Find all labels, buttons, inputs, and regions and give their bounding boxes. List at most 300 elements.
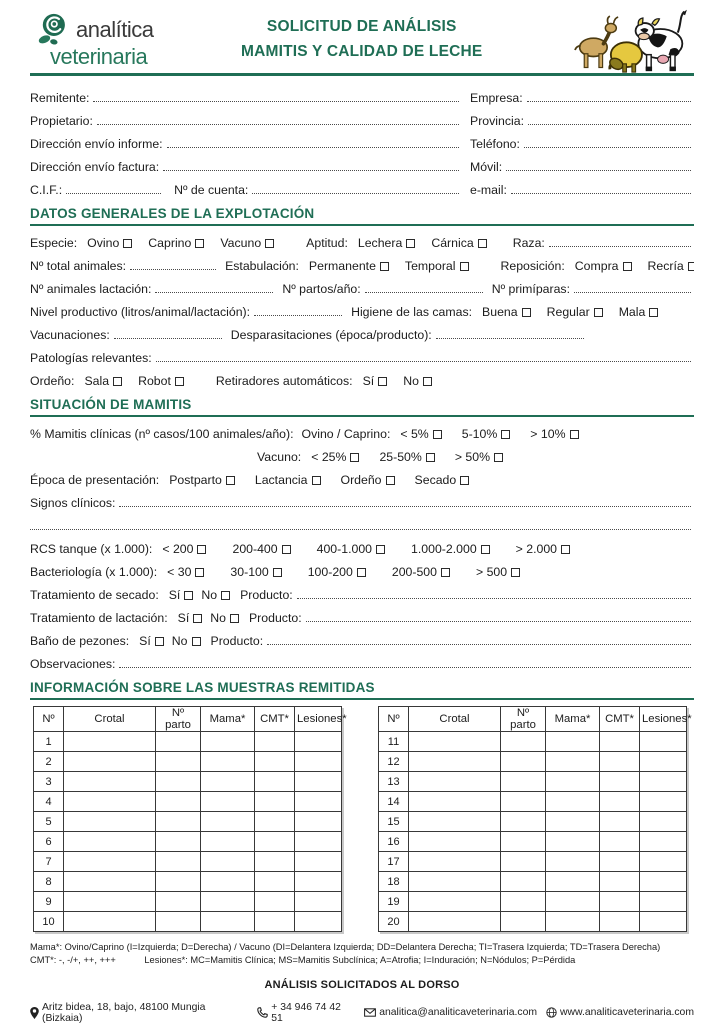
form-row [30,344,694,367]
cell-cmt[interactable] [255,832,295,852]
email-text[interactable]: analitica@analiticaveterinaria.com [379,1007,538,1019]
section-heading-muestras: INFORMACIÓN SOBRE LAS MUESTRAS REMITIDAS [30,680,694,700]
option-vacuno: Vacuno [220,236,274,252]
title-line2: MAMITIS Y CALIDAD DE LECHE [241,42,483,60]
field-label-desparasitaciones: Desparasitaciones (época/producto): [230,328,432,342]
checkbox-rcs-menor200[interactable] [197,545,206,554]
cell-cmt[interactable] [255,872,295,892]
option-rcs-1: < 200 [162,542,206,558]
cell-crotal[interactable] [64,872,156,892]
cell-crotal[interactable] [409,812,501,832]
location-pin-icon [30,1007,39,1019]
cell-mama[interactable] [546,872,600,892]
checkbox-rcs-200-400[interactable] [282,545,291,554]
cell-lesiones[interactable] [295,872,342,892]
section-heading-situacion-mamitis: SITUACIÓN DE MAMITIS [30,397,694,417]
field-label-direccion-informe: Dirección envío informe: [30,137,163,151]
sender-fields [30,84,694,199]
field-label-ordeno: Ordeño: [30,374,75,388]
cell-parto[interactable] [156,752,201,772]
write-in-line-movil[interactable] [506,169,691,171]
cell-lesiones[interactable] [640,892,687,912]
cell-lesiones[interactable] [295,812,342,832]
field-label-observaciones: Observaciones: [30,657,116,671]
cell-lesiones[interactable] [640,912,687,932]
row-number: 9 [34,892,64,912]
write-in-line-email[interactable] [511,192,691,194]
option-sala: Sala [84,374,122,390]
field-label-aptitud: Aptitud: [306,236,348,250]
write-in-line-raza[interactable] [549,245,691,247]
cell-crotal[interactable] [409,772,501,792]
cell-crotal[interactable] [64,912,156,932]
cell-parto[interactable] [156,792,201,812]
write-in-line-nivel-productivo[interactable] [254,314,342,316]
write-in-line-desparasitaciones[interactable] [436,337,584,339]
cell-lesiones[interactable] [295,832,342,852]
checkbox-bact-menor30[interactable] [195,568,204,577]
write-in-line-signos[interactable] [119,505,691,507]
write-in-line-producto-lactacion[interactable] [306,620,691,622]
cell-mama[interactable] [201,752,255,772]
cell-lesiones[interactable] [295,732,342,752]
cell-cmt[interactable] [600,752,640,772]
checkbox-especie-caprino[interactable] [195,239,204,248]
cell-cmt[interactable] [255,772,295,792]
cell-cmt[interactable] [255,732,295,752]
checkbox-oc-mayor10[interactable] [570,430,579,439]
col-header-crotal: Crotal [409,707,501,732]
form-row [30,153,694,176]
farm-animals-illustration [570,7,692,73]
address-item [30,1002,248,1024]
row-number: 5 [34,812,64,832]
col-header-cmt: CMT* [600,707,640,732]
option-lechera: Lechera [358,236,415,252]
option-bact-5: > 500 [476,565,520,581]
cell-crotal[interactable] [64,772,156,792]
cell-mama[interactable] [546,752,600,772]
cell-lesiones[interactable] [295,772,342,792]
cell-lesiones[interactable] [640,832,687,852]
checkbox-epoca-secado[interactable] [460,476,469,485]
checkbox-vacuno-25-50[interactable] [426,453,435,462]
field-label-especie: Especie: [30,236,78,250]
phone-icon [257,1007,268,1018]
row-number: 20 [379,912,409,932]
footnote-cmt: CMT*: -, -/+, ++, +++ [30,955,116,966]
option-mala: Mala [619,305,659,321]
cell-crotal[interactable] [64,832,156,852]
checkbox-aptitud-lechera[interactable] [406,239,415,248]
checkbox-bact-mayor500[interactable] [511,568,520,577]
checkbox-higiene-regular[interactable] [594,308,603,317]
cell-parto[interactable] [156,772,201,792]
col-header-lesiones: Lesiones* [640,707,687,732]
cell-mama[interactable] [201,892,255,912]
cell-parto[interactable] [501,812,546,832]
option-recria: Recría [648,259,694,275]
cell-cmt[interactable] [600,812,640,832]
checkbox-trat-secado-no[interactable] [221,591,230,600]
option-rcs-4: 1.000-2.000 [411,542,490,558]
cell-lesiones[interactable] [295,752,342,772]
row-number: 7 [34,852,64,872]
cell-crotal[interactable] [409,912,501,932]
cell-parto[interactable] [501,832,546,852]
checkbox-higiene-mala[interactable] [649,308,658,317]
cell-lesiones[interactable] [640,792,687,812]
leaf-swirl-logo-icon [36,12,70,48]
checkbox-epoca-ordeno[interactable] [386,476,395,485]
form-row [30,650,694,673]
cell-cmt[interactable] [600,872,640,892]
checkbox-vacuno-mayor50[interactable] [494,453,503,462]
cell-mama[interactable] [201,792,255,812]
field-label-higiene-camas: Higiene de las camas: [351,305,473,319]
cell-mama[interactable] [201,912,255,932]
cell-parto[interactable] [156,812,201,832]
field-label-nivel-productivo: Nivel productivo (litros/animal/lactación): [30,305,251,319]
cell-lesiones[interactable] [295,892,342,912]
brand-name-line1: analítica [76,16,154,42]
field-label-propietario: Propietario: [30,114,93,128]
cell-mama[interactable] [201,732,255,752]
field-label-trat-lactacion: Tratamiento de lactación: [30,611,168,625]
checkbox-bano-si[interactable] [155,637,164,646]
checkbox-bact-200-500[interactable] [441,568,450,577]
table-row [34,772,342,792]
field-label-cif: C.I.F.: [30,183,63,197]
row-number: 1 [34,732,64,752]
footnote-mama: Mama*: Ovino/Caprino (I=Izquierda; D=Derecha) / Vacuno (DI=Delantera Izquierda; DD=Delantera Derecha; TI=Trasera Izquierda; TD=Trasera Derecha) [30,942,661,952]
option-regular: Regular [547,305,603,321]
cell-mama[interactable] [546,792,600,812]
table-row [34,832,342,852]
field-label-reposicion: Reposición: [500,259,565,273]
cell-mama[interactable] [546,732,600,752]
cell-parto[interactable] [156,892,201,912]
cell-mama[interactable] [546,812,600,832]
write-in-line-vacunaciones[interactable] [114,337,222,339]
cell-lesiones[interactable] [640,852,687,872]
cell-lesiones[interactable] [295,912,342,932]
write-in-line-animales-lactacion[interactable] [155,291,273,293]
cell-crotal[interactable] [409,872,501,892]
option-oc-5-10: 5-10% [462,427,511,443]
checkbox-rcs-1000-2000[interactable] [481,545,490,554]
row-number: 13 [379,772,409,792]
cell-crotal[interactable] [409,892,501,912]
form-row [30,604,694,627]
page-header [30,8,694,76]
row-number: 4 [34,792,64,812]
form-row [30,275,694,298]
cell-crotal[interactable] [409,852,501,872]
cell-cmt[interactable] [255,852,295,872]
field-label-email: e-mail: [470,183,507,197]
cell-crotal[interactable] [64,812,156,832]
table-row [379,832,687,852]
field-label-direccion-factura: Dirección envío factura: [30,160,160,174]
write-in-line-producto-secado[interactable] [297,597,691,599]
option-robot: Robot [138,374,184,390]
checkbox-oc-menor5[interactable] [433,430,442,439]
form-row [30,252,694,275]
checkbox-ordeno-sala[interactable] [113,377,122,386]
cell-cmt[interactable] [255,792,295,812]
option-secado: Secado [415,473,470,489]
row-number: 18 [379,872,409,892]
field-label-rcs: RCS tanque (x 1.000): [30,542,153,556]
write-in-line-cuenta[interactable] [252,192,459,194]
option-secado-si: Sí [169,588,194,604]
form-row [30,367,694,390]
cell-mama[interactable] [546,832,600,852]
form-row [30,130,694,153]
option-bact-4: 200-500 [392,565,450,581]
field-label-signos: Signos clínicos: [30,496,116,510]
option-vac-lt25: < 25% [311,450,359,466]
option-vac-25-50: 25-50% [379,450,434,466]
cell-parto[interactable] [156,732,201,752]
field-label-mamitis-clinicas: % Mamitis clínicas (nº casos/100 animales/año): [30,427,294,441]
option-ordeno: Ordeño [341,473,395,489]
cell-cmt[interactable] [255,912,295,932]
cell-mama[interactable] [546,852,600,872]
write-in-line-observaciones[interactable] [119,666,691,668]
cell-mama[interactable] [201,852,255,872]
option-rcs-5: > 2.000 [516,542,570,558]
section-datos-generales [30,229,694,390]
row-number: 14 [379,792,409,812]
table-row [379,872,687,892]
checkbox-rcs-mayor2000[interactable] [561,545,570,554]
row-number: 16 [379,832,409,852]
cell-cmt[interactable] [600,792,640,812]
cell-lesiones[interactable] [640,732,687,752]
cell-parto[interactable] [501,732,546,752]
cell-crotal[interactable] [409,732,501,752]
write-in-line-partos-ano[interactable] [365,291,483,293]
field-label-remitente: Remitente: [30,91,90,105]
cell-cmt[interactable] [255,892,295,912]
table-header-row [34,707,342,732]
field-label-partos-ano: Nº partos/año: [282,282,361,296]
cell-cmt[interactable] [600,732,640,752]
option-compra: Compra [575,259,632,275]
cell-parto[interactable] [501,912,546,932]
cell-crotal[interactable] [64,732,156,752]
cell-lesiones[interactable] [640,812,687,832]
option-lactacion-si: Sí [178,611,203,627]
field-label-total-animales: Nº total animales: [30,259,127,273]
cell-cmt[interactable] [255,752,295,772]
cell-cmt[interactable] [600,772,640,792]
option-buena: Buena [482,305,531,321]
write-in-line-cif[interactable] [66,192,161,194]
write-in-line-direccion-factura[interactable] [163,169,459,171]
cell-mama[interactable] [201,832,255,852]
checkbox-estabulacion-permanente[interactable] [380,262,389,271]
option-retiradores-si: Sí [363,374,388,390]
table-row [34,852,342,872]
cell-lesiones[interactable] [640,872,687,892]
cell-mama[interactable] [546,912,600,932]
cell-crotal[interactable] [409,752,501,772]
checkbox-higiene-buena[interactable] [522,308,531,317]
brand-name-line2: veterinaria [50,43,148,69]
write-in-line-signos-cont[interactable] [30,528,691,530]
cell-parto[interactable] [501,772,546,792]
option-caprino: Caprino [148,236,204,252]
option-rcs-2: 200-400 [232,542,290,558]
cell-mama[interactable] [201,772,255,792]
web-item [546,1007,694,1018]
form-row [30,298,694,321]
cell-cmt[interactable] [600,852,640,872]
field-label-empresa: Empresa: [470,91,523,105]
write-in-line-remitente[interactable] [93,100,459,102]
option-bact-1: < 30 [167,565,204,581]
field-label-vacuno: Vacuno: [257,450,302,464]
cell-parto[interactable] [501,752,546,772]
checkbox-trat-secado-si[interactable] [184,591,193,600]
cell-lesiones[interactable] [640,752,687,772]
option-bact-2: 30-100 [230,565,281,581]
cell-crotal[interactable] [409,832,501,852]
checkbox-reposicion-recria[interactable] [688,262,694,271]
cell-lesiones[interactable] [640,772,687,792]
samples-table-left [33,706,347,932]
checkbox-rcs-400-1000[interactable] [376,545,385,554]
checkbox-bano-no[interactable] [192,637,201,646]
checkbox-reposicion-compra[interactable] [623,262,632,271]
footer-contact [30,1002,694,1024]
checkbox-oc-5-10[interactable] [501,430,510,439]
col-header-parto: Nº parto [501,707,546,732]
write-in-line-provincia[interactable] [528,123,691,125]
table-row [379,772,687,792]
table-header-row [379,707,687,732]
write-in-line-producto-bano[interactable] [267,643,691,645]
cell-parto[interactable] [156,852,201,872]
col-header-crotal: Crotal [64,707,156,732]
cell-parto[interactable] [156,912,201,932]
form-row [30,443,694,466]
write-in-line-total-animales[interactable] [130,268,216,270]
option-carnica: Cárnica [431,236,486,252]
cell-crotal[interactable] [64,752,156,772]
row-number: 3 [34,772,64,792]
checkbox-bact-100-200[interactable] [357,568,366,577]
cell-mama[interactable] [201,812,255,832]
cell-lesiones[interactable] [295,852,342,872]
row-number: 6 [34,832,64,852]
option-bano-si: Sí [139,634,164,650]
cell-parto[interactable] [501,792,546,812]
checkbox-retiradores-no[interactable] [423,377,432,386]
write-in-line-direccion-informe[interactable] [167,146,459,148]
cell-crotal[interactable] [409,792,501,812]
form-row [30,558,694,581]
cell-cmt[interactable] [600,912,640,932]
checkbox-ordeno-robot[interactable] [175,377,184,386]
row-number: 17 [379,852,409,872]
option-bact-3: 100-200 [308,565,366,581]
cell-parto[interactable] [501,852,546,872]
write-in-line-telefono[interactable] [524,146,691,148]
option-oc-gt10: > 10% [530,427,578,443]
checkbox-aptitud-carnica[interactable] [478,239,487,248]
checkbox-especie-ovino[interactable] [123,239,132,248]
cell-cmt[interactable] [255,812,295,832]
form-row [30,107,694,130]
checkbox-epoca-lactancia[interactable] [312,476,321,485]
cell-lesiones[interactable] [295,792,342,812]
checkbox-bact-30-100[interactable] [273,568,282,577]
col-header-num: Nº [379,707,409,732]
write-in-line-empresa[interactable] [527,100,691,102]
checkbox-trat-lactacion-si[interactable] [193,614,202,623]
cell-crotal[interactable] [64,892,156,912]
section-situacion-mamitis [30,420,694,673]
globe-icon [546,1007,557,1018]
write-in-line-primiparas[interactable] [574,291,691,293]
table-row [34,812,342,832]
brand-logo [36,12,153,68]
row-number: 11 [379,732,409,752]
envelope-icon [364,1008,376,1017]
samples-tables [33,706,694,932]
field-label-animales-lactacion: Nº animales lactación: [30,282,152,296]
checkbox-epoca-postparto[interactable] [226,476,235,485]
cell-mama[interactable] [546,892,600,912]
cell-mama[interactable] [546,772,600,792]
checkbox-vacuno-menor25[interactable] [350,453,359,462]
cell-cmt[interactable] [600,832,640,852]
cell-cmt[interactable] [600,892,640,912]
field-label-trat-secado: Tratamiento de secado: [30,588,159,602]
checkbox-especie-vacuno[interactable] [265,239,274,248]
cell-parto[interactable] [501,872,546,892]
table-row [34,892,342,912]
cell-parto[interactable] [156,872,201,892]
cell-crotal[interactable] [64,852,156,872]
cell-parto[interactable] [501,892,546,912]
cell-mama[interactable] [201,872,255,892]
checkbox-retiradores-si[interactable] [378,377,387,386]
field-label-provincia: Provincia: [470,114,524,128]
field-label-telefono: Teléfono: [470,137,520,151]
table-row [379,812,687,832]
cell-crotal[interactable] [64,792,156,812]
samples-table-right [378,706,692,932]
cell-parto[interactable] [156,832,201,852]
field-label-ovino-caprino: Ovino / Caprino: [301,427,391,441]
checkbox-trat-lactacion-no[interactable] [230,614,239,623]
checkbox-estabulacion-temporal[interactable] [460,262,469,271]
web-text[interactable]: www.analiticaveterinaria.com [560,1007,694,1019]
col-header-mama: Mama* [546,707,600,732]
table-row [34,732,342,752]
field-label-patologias: Patologías relevantes: [30,351,152,365]
write-in-line-propietario[interactable] [97,123,459,125]
col-header-lesiones: Lesiones* [295,707,342,732]
table-row [379,892,687,912]
col-header-mama: Mama* [201,707,255,732]
write-in-line-patologias[interactable] [156,360,691,362]
